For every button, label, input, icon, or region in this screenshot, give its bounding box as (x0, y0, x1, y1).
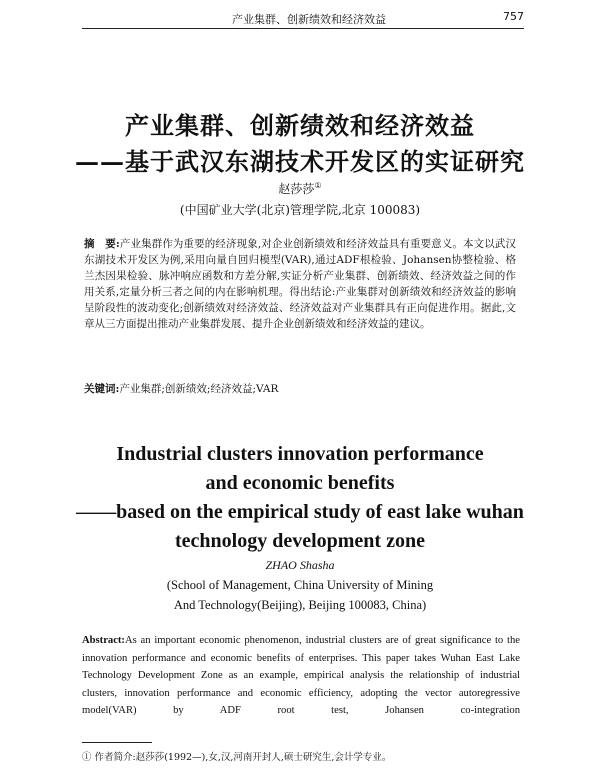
chinese-keywords (84, 381, 516, 396)
running-head-title: 产业集群、创新绩效和经济效益 (232, 13, 386, 26)
chinese-title-line1: 产业集群、创新绩效和经济效益 (125, 111, 475, 140)
author-footnote: ① 作者简介:赵莎莎(1992—),女,汉,河南开封人,硕士研究生,会计学专业。 (82, 752, 392, 763)
chinese-keywords-label: 关键词: (84, 383, 120, 395)
english-abstract-text: As an important economic phenomenon, industrial clusters are of great significance to the innovation performance and economic benefits of enterprises. This paper takes Wuhan East Lake Technology Development Zone as an example, empirical analysis the relationship of industrial clusters, innovation performance and economic efficiency, adopting the vector autoregressive model(VAR) by ADF root test, Johansen co-integration (82, 635, 520, 716)
english-title-line1: Industrial clusters innovation performance (116, 443, 484, 465)
english-title-line4: technology development zone (175, 530, 425, 552)
english-abstract (82, 632, 520, 720)
english-affiliation-line2: And Technology(Beijing), Beijing 100083, China) (173, 598, 427, 612)
footnote-divider (82, 742, 152, 743)
chinese-abstract-label: 摘 要: (84, 238, 120, 250)
chinese-keywords-text: 产业集群;创新绩效;经济效益;VAR (119, 383, 279, 395)
chinese-abstract (84, 236, 516, 332)
chinese-abstract-text: 产业集群作为重要的经济现象,对企业创新绩效和经济效益具有重要意义。本文以武汉东湖技术开发区为例,采用向量自回归模型(VAR),通过ADF根检验、Johansen协整检验、格兰杰因果检验、脉冲响应函数和方差分解,实证分析产业集群、创新绩效、经济效益之间的作用关系,定量分析三者之间的内在影响机理。得出结论:产业集群对创新绩效和经济效益的影响呈阶段性的波动变化;创新绩效对经济效益、经济效益对产业集群具有正向促进作用。据此,文章从三方面提出推动产业集群发展、提升企业创新绩效和经济效益的建议。 (84, 238, 516, 330)
chinese-author (0, 180, 600, 197)
page-number: 757 (503, 10, 524, 23)
running-head (82, 8, 524, 29)
english-title-line3: ——based on the empirical study of east lake wuhan (76, 501, 524, 523)
english-author: ZHAO Shasha (265, 558, 335, 572)
author-footnote-mark: ① (314, 181, 322, 190)
chinese-title-line2: ——基于武汉东湖技术开发区的实证研究 (75, 147, 525, 176)
english-affiliation-line1: (School of Management, China University of Mining (166, 578, 434, 592)
english-title-line2: and economic benefits (205, 472, 395, 494)
chinese-author-name: 赵莎莎 (278, 182, 315, 196)
chinese-affiliation: (中国矿业大学(北京)管理学院,北京 100083) (179, 203, 421, 217)
english-abstract-label: Abstract: (82, 635, 125, 646)
